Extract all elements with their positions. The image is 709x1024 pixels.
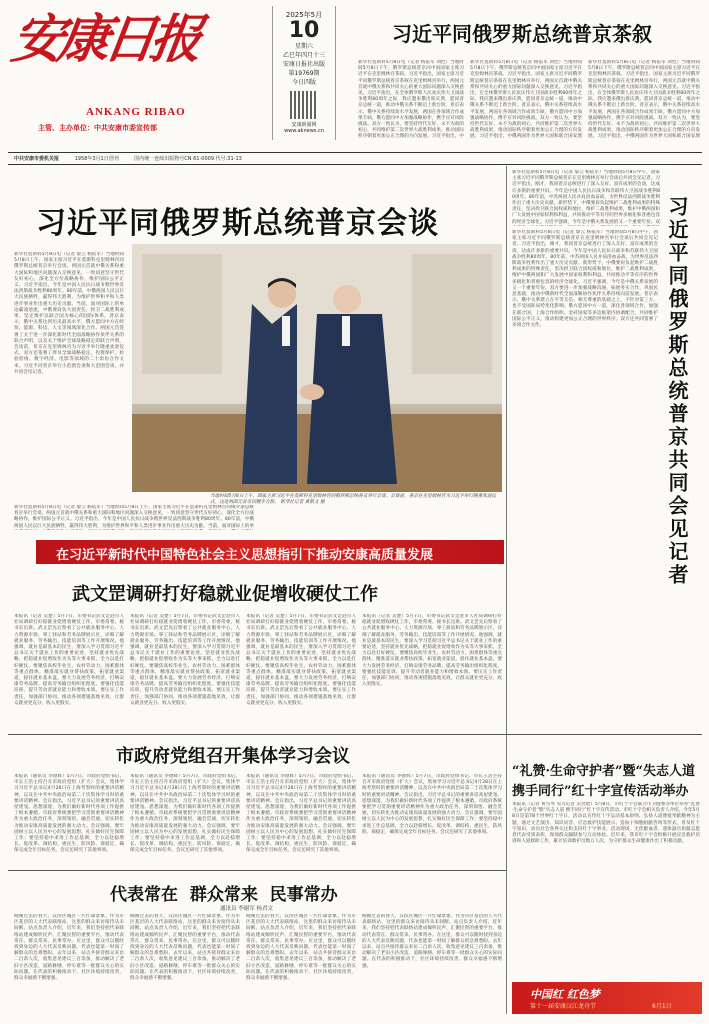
right-bottom-divider: [506, 736, 507, 1014]
date-year-month: 2025年5月: [285, 11, 323, 19]
blood-col: 本报讯（记者 黄雪琴 见习记者 吴翌珺）5月8日，市红十字会联合市卫健委等单位举办“礼赞·生命守护者”暨“失志人道 携手同行”红十字宣传活动。市红十字会相关负责人介绍，今年5月8日是第78个世界红十字日，活动以宣传红十字运动基本原则、弘扬人道博爱奉献精神为主题，通过文艺演出、知识问答、应急救护技能展示、造血干细胞捐献咨询等形式，普及红十字知识，动员社会各界关注和支持红十字事业。活动现场，无偿献血者、遗体器官捐献志愿者代表受到表彰，现场群众踊跃参与互动体验。近年来，我市红十字会积极开展应急救护培训和人道救助工作，累计培训救护员数万人次，为守护群众生命健康作出了积极贡献。: [512, 802, 700, 845]
masthead-footer: [14, 155, 704, 163]
top-story: [344, 6, 708, 140]
masthead: [8, 6, 708, 156]
main-story-col-1: 新华社莫斯科5月8日电（记者 黎云 杨依军）当地时间5月8日上午，国家主席习近平在莫斯科克里姆林宫同俄罗斯总统普京举行会谈。两国元首就中俄关系和重大国际和地区问题深入交换意见，一致同意坚守世代友好初心，深化全方位战略协作，维护国际公平正义。习近平指出，今年是中国人民抗日战争暨世界反法西斯战争胜利80周年。80年前，中俄两国人民以巨大民族牺牲，赢得伟大胜利，为维护世界和平和人类进步事业作出重大历史贡献。当前，面对国际上的单边霸凌逆流，中俄要肩负大国责任，捍卫二战胜利成果，坚定维护以联合国为核心的国际体系。普京表示，俄中关系达到历史最高水平，俄方愿同中方在经贸、能源、科技、人文等领域深化合作。两国元首签署了关于进一步深化新时代全面战略协作伙伴关系的联合声明，以及关于维护全球战略稳定的联合声明。会谈前，普京在克里姆林宫为习近平举行隆重欢迎仪式。双方还签署了涉及全球战略稳定、投资保护、检验检疫、数字经济、电影等领域的二十余份合作文本。习近平同普京举行小范围会谈和大范围会谈，并共同会见记者。: [14, 252, 124, 375]
footer-codes: 国内统一连续出版物号CN 61-0009 代号:31-13: [134, 156, 242, 162]
main-story-col-2: 新华社莫斯科5月8日电（记者 黎云 杨依军）当地时间5月8日上午，国家主席习近平在莫斯科克里姆林宫同俄罗斯总统普京举行会谈。两国元首就中俄关系和重大国际和地区问题深入交换意见，一致同意坚守世代友好初心，深化全方位战略协作，维护国际公平正义。习近平指出，今年是中国人民抗日战争暨世界反法西斯战争胜利80周年。80年前，中俄两国人民以巨大民族牺牲，赢得伟大胜利，为维护世界和平和人类进步事业作出重大历史贡献。当前，面对国际上的单: [14, 505, 254, 529]
ad-sub: 第十一届安康汉江龙舟节: [530, 1003, 597, 1010]
date-lunar: 乙巳年四月十三: [282, 52, 325, 59]
deputies-col-1: 刚刚过去的春天，汉滨区城区一片忙碌景象。作为市区基层的人大代表联络站，这里的群众来访接待从未间断。站点负责人介绍，近年来，我们坚持把代表联络站建成倾听民声、汇聚民智的重要平台，推动代表常在、群众常来、民事常办。在这里，群众可以随时找到身边的人大代表反映问题，代表也能第一时间了解群众的急难愁盼。去年以来，站点共接待群众来访二百余人次，收集意见建议三百余条，推动解决了老旧小区改造、道路修缮、停车难等一批群众关心的实际问题。在代表的积极推动下，社区环境持续改善，群众幸福感不断增强。: [14, 914, 124, 982]
ad-banner[interactable]: [512, 982, 702, 1014]
footer-left: 中共安康市委机关报: [14, 156, 60, 162]
right-headline-text: 习近平同俄罗斯总统普京共同会见记者: [665, 196, 689, 587]
banner: [36, 540, 504, 564]
right-col-divider: [506, 166, 507, 736]
masthead-pinyin: ANKANG RIBAO: [86, 106, 186, 118]
main-headline: 习近平同俄罗斯总统普京会谈: [36, 206, 439, 241]
main-photo: [132, 244, 502, 492]
right-headline: [662, 196, 702, 636]
gov-headline: 市政府党组召开集体学习会议: [116, 746, 350, 767]
date-day: 10: [288, 18, 320, 43]
deputies-byline: 通讯员 李谢军 杨君文: [220, 906, 273, 912]
ad-title: 中国红 红色梦: [530, 988, 600, 1001]
employment-col-1: 本报讯（记者 吴楚）5月7日，市委书记武文罡赴市人社局调研打好稳就业促增收硬仗工作，市委常委、秘书长出席。武文罡先后察看了公共就业服务中心、人力资源市场、零工驿站和劳务品牌展示区，详细了解就业服务、劳务输出、技能培训等工作开展情况。他强调，就业是最基本的民生，要深入学习贯彻习近平总书记关于就业工作的重要论述，坚持就业优先战略，把稳就业促增收作为头等大事来抓，全力以赴打好硬仗。要聚焦高校毕业生、农村劳动力、困难群体等重点群体，精准落实就业帮扶政策，拓宽就业渠道，稳住就业基本盘。要大力发展劳务经济，打响安康劳务品牌，提高劳务输出组织化程度。要强化技能培训，提升劳动者就业能力和增收本领。要压实工作责任，加强部门协同，推动各项措施落地见效，让群众就业更充分、收入更殷实。: [14, 614, 124, 706]
deputies-col-2: 刚刚过去的春天，汉滨区城区一片忙碌景象。作为市区基层的人大代表联络站，这里的群众来访接待从未间断。站点负责人介绍，近年来，我们坚持把代表联络站建成倾听民声、汇聚民智的重要平台，推动代表常在、群众常来、民事常办。在这里，群众可以随时找到身边的人大代表反映问题，代表也能第一时间了解群众的急难愁盼。去年以来，站点共接待群众来访二百余人次，收集意见建议三百余条，推动解决了老旧小区改造、道路修缮、停车难等一批群众关心的实际问题。在代表的积极推动下，社区环境持续改善，群众幸福感不断增强。: [130, 914, 240, 982]
employment-col-2: 本报讯（记者 吴楚）5月7日，市委书记武文罡赴市人社局调研打好稳就业促增收硬仗工作，市委常委、秘书长出席。武文罡先后察看了公共就业服务中心、人力资源市场、零工驿站和劳务品牌展示区，详细了解就业服务、劳务输出、技能培训等工作开展情况。他强调，就业是最基本的民生，要深入学习贯彻习近平总书记关于就业工作的重要论述，坚持就业优先战略，把稳就业促增收作为头等大事来抓，全力以赴打好硬仗。要聚焦高校毕业生、农村劳动力、困难群体等重点群体，精准落实就业帮扶政策，拓宽就业渠道，稳住就业基本盘。要大力发展劳务经济，打响安康劳务品牌，提高劳务输出组织化程度。要强化技能培训，提升劳动者就业能力和增收本领。要压实工作责任，加强部门协同，推动各项措施落地见效，让群众就业更充分、收入更殷实。: [130, 614, 240, 706]
qr-code: [290, 91, 318, 119]
web-url[interactable]: www.aknews.cn: [284, 128, 324, 134]
deputies-col-4: 刚刚过去的春天，汉滨区城区一片忙碌景象。作为市区基层的人大代表联络站，这里的群众来访接待从未间断。站点负责人介绍，近年来，我们坚持把代表联络站建成倾听民声、汇聚民智的重要平台，推动代表常在、群众常来、民事常办。在这里，群众可以随时找到身边的人大代表反映问题，代表也能第一时间了解群众的急难愁盼。去年以来，站点共接待群众来访二百余人次，收集意见建议三百余条，推动解决了老旧小区改造、道路修缮、停车难等一批群众关心的实际问题。在代表的积极推动下，社区环境持续改善，群众幸福感不断增强。: [362, 914, 502, 969]
gov-col-4: 本报讯（通讯员 李德辉）5月7日，市政府党组书记、市长王浩主持召开市政府党组（扩大）会议，集体学习习近平总书记4月28日在上海考察时的重要讲话精神，以及在中共中央政治局第二十次集体学习时的重要讲话精神。会议指出，习近平总书记的重要讲话高屋建瓴、思想深邃，为我们做好新时代各项工作提供了根本遵循。市政府系统要把学习贯彻重要讲话精神作为重大政治任务，深刻领悟、融会贯通，切实转化为推动安康高质量发展的强大动力。会议强调，要牢固树立以人民为中心的发展思想，扎实做好民生保障工作；要坚持稳中求进工作总基调，全力以赴稳增长、促改革、调结构、惠民生、防风险、保稳定，确保完成全年目标任务。会议还研究了其他事项。: [362, 774, 502, 835]
footer-mid: 1958年3月1日创刊: [74, 156, 119, 162]
masthead-rule: [8, 152, 702, 153]
photo-illustration: [132, 244, 502, 492]
masthead-sponsor: 主管、主办单位：中共安康市委宣传部: [38, 124, 157, 132]
deputies-headline: 代表常在 群众常来 民事常办: [110, 885, 338, 905]
employment-col-3: 本报讯（记者 吴楚）5月7日，市委书记武文罡赴市人社局调研打好稳就业促增收硬仗工作，市委常委、秘书长出席。武文罡先后察看了公共就业服务中心、人力资源市场、零工驿站和劳务品牌展示区，详细了解就业服务、劳务输出、技能培训等工作开展情况。他强调，就业是最基本的民生，要深入学习贯彻习近平总书记关于就业工作的重要论述，坚持就业优先战略，把稳就业促增收作为头等大事来抓，全力以赴打好硬仗。要聚焦高校毕业生、农村劳动力、困难群体等重点群体，精准落实就业帮扶政策，拓宽就业渠道，稳住就业基本盘。要大力发展劳务经济，打响安康劳务品牌，提高劳务输出组织化程度。要强化技能培训，提升劳动者就业能力和增收本领。要压实工作责任，加强部门协同，推动各项措施落地见效，让群众就业更充分、收入更殷实。: [246, 614, 356, 706]
employment-col-4: 本报讯（记者 吴楚）5月7日，市委书记武文罡赴市人社局调研打好稳就业促增收硬仗工作，市委常委、秘书长出席。武文罡先后察看了公共就业服务中心、人力资源市场、零工驿站和劳务品牌展示区，详细了解就业服务、劳务输出、技能培训等工作开展情况。他强调，就业是最基本的民生，要深入学习贯彻习近平总书记关于就业工作的重要论述，坚持就业优先战略，把稳就业促增收作为头等大事来抓，全力以赴打好硬仗。要聚焦高校毕业生、农村劳动力、困难群体等重点群体，精准落实就业帮扶政策，拓宽就业渠道，稳住就业基本盘。要大力发展劳务经济，打响安康劳务品牌，提高劳务输出组织化程度。要强化技能培训，提升劳动者就业能力和增收本领。要压实工作责任，加强部门协同，推动各项措施落地见效，让群众就业更充分、收入更殷实。: [362, 614, 502, 688]
top-story-col-1: 新华社莫斯科5月8日电（记者 杨依军 刘恺）当地时间5月8日下午，俄罗斯总统普京同中国国家主席习近平在克里姆林宫茶叙。习近平指出，国家主席习近平同俄罗斯总统普京茶叙在克里姆林宫举行，两国元首就中俄关系和共同关心的重大国际问题深入交换意见。习近平指出，在全体俄罗斯人民欢庆伟大卫国战争胜利80周年之际，我应邀来俄出席庆典，愿同普京总统一道，推动中俄关系不断迈上新台阶。普京表示，俄中关系持续高水平发展，两国在各领域合作成果丰硕，俄方愿同中方加强战略协作，携手应对风险挑战。双方一致认为，要坚持世代友好、永不为敌的初心，共同维护第二次世界大战胜利成果，推动国际秩序朝着更加公正合理的方向发展。习近平指出，中: [358, 60, 464, 140]
top-story-col-3: 新华社莫斯科5月8日电（记者 杨依军 刘恺）当地时间5月8日下午，俄罗斯总统普京同中国国家主席习近平在克里姆林宫茶叙。习近平指出，国家主席习近平同俄罗斯总统普京茶叙在克里姆林宫举行，两国元首就中俄关系和共同关心的重大国际问题深入交换意见。习近平指出，在全体俄罗斯人民欢庆伟大卫国战争胜利80周年之际，我应邀来俄出席庆典，愿同普京总统一道，推动中俄关系不断迈上新台阶。普京表示，俄中关系持续高水平发展，两国在各领域合作成果丰硕，俄方愿同中方加强战略协作，携手应对风险挑战。双方一致认为，要坚持世代友好、永不为敌的初心，共同维护第二次世界大战胜利成果，推动国际秩序朝着更加公正合理的方向发展。习近平指出，中俄两国作为世界大国和联合国安理: [588, 60, 700, 140]
section-rule-2: [8, 870, 506, 871]
right-story-text-top: 新华社莫斯科5月8日电（记者 黎云 杨依军）当地时间5月8日中午，国家主席习近平同俄罗斯总统普京在克里姆林宫举行会谈后共同会见记者。习近平指出，刚才，我同普京总统进行了深入友好、富有成果的会谈，达成许多新的重要共识。今年是中国人民抗日战争和苏联伟大卫国战争胜利80周年。80年前，中苏两国人民并肩浴血奋战，为世界反法西斯战争胜利作出了重大历史贡献。新形势下，中俄要肩负起维护二战胜利成果的特殊责任，坚决捍卫联合国权威和地位，维护二战胜利成果，维护中俄两国和广大发展中国家权利和利益，共同推动平等有序的世界多极化和普惠包容的经济全球化。习近平强调，今年是中俄关系发展的又一个重要年份。双: [512, 170, 660, 225]
deputies-col-3: 刚刚过去的春天，汉滨区城区一片忙碌景象。作为市区基层的人大代表联络站，这里的群众来访接待从未间断。站点负责人介绍，近年来，我们坚持把代表联络站建成倾听民声、汇聚民智的重要平台，推动代表常在、群众常来、民事常办。在这里，群众可以随时找到身边的人大代表反映问题，代表也能第一时间了解群众的急难愁盼。去年以来，站点共接待群众来访二百余人次，收集意见建议三百余条，推动解决了老旧小区改造、道路修缮、停车难等一批群众关心的实际问题。在代表的积极推动下，社区环境持续改善，群众幸福感不断增强。: [246, 914, 356, 982]
ad-date: 6月1日: [652, 1003, 672, 1010]
gov-col-3: 本报讯（通讯员 李德辉）5月7日，市政府党组书记、市长王浩主持召开市政府党组（扩大）会议，集体学习习近平总书记4月28日在上海考察时的重要讲话精神，以及在中共中央政治局第二十次集体学习时的重要讲话精神。会议指出，习近平总书记的重要讲话高屋建瓴、思想深邃，为我们做好新时代各项工作提供了根本遵循。市政府系统要把学习贯彻重要讲话精神作为重大政治任务，深刻领悟、融会贯通，切实转化为推动安康高质量发展的强大动力。会议强调，要牢固树立以人民为中心的发展思想，扎实做好民生保障工作；要坚持稳中求进工作总基调，全力以赴稳增长、促改革、调结构、惠民生、防风险、保稳定，确保完成全年目标任务。会议还研究了其他事项。: [246, 774, 356, 854]
banner-text: 在习近平新时代中国特色社会主义思想指引下推动安康高质量发展: [56, 548, 434, 563]
date-box: [272, 6, 336, 140]
masthead-rule-2: [8, 164, 702, 165]
issue-number: 第19769期: [288, 70, 320, 77]
page-count: 今日四版: [291, 79, 316, 86]
blood-headline-1: “礼赞·生命守护者”暨“失志人道: [512, 764, 695, 779]
right-story-col: 新华社莫斯科5月8日电（记者 黎云 杨依军）当地时间5月8日中午，国家主席习近平同俄罗斯总统普京在克里姆林宫举行会谈后共同会见记者。习近平指出，刚才，我同普京总统进行了深入友好、富有成果的会谈，达成许多新的重要共识。今年是中国人民抗日战争和苏联伟大卫国战争胜利80周年。80年前，中苏两国人民并肩浴血奋战，为世界反法西斯战争胜利作出了重大历史贡献。新形势下，中俄要肩负起维护二战胜利成果的特殊责任，坚决捍卫联合国权威和地位，维护二战胜利成果，维护中俄两国和广大发展中国家权利和利益，共同推动平等有序的世界多极化和普惠包容的经济全球化。习近平强调，今年是中俄关系发展的又一个重要年份。双方要进一步加强战略沟通，拓展务实合作，巩固民意基础，推动中俄新时代全面战略协作伙伴关系持续向前发展。普京表示，俄中关系建立在平等互信、相互尊重的基础之上，不针对第三方，也不受国际局势变化影响。俄方愿同中方一道，深化各领域合作，加强在联合国、上海合作组织、金砖国家等多边框架内协调配合，共同维护国际公平正义，推动构建更加公正合理的世界秩序。双方还共同签署了多项合作文件。: [512, 230, 658, 329]
top-story-col-2: 新华社莫斯科5月8日电（记者 杨依军 刘恺）当地时间5月8日下午，俄罗斯总统普京同中国国家主席习近平在克里姆林宫茶叙。习近平指出，国家主席习近平同俄罗斯总统普京茶叙在克里姆林宫举行，两国元首就中俄关系和共同关心的重大国际问题深入交换意见。习近平指出，在全体俄罗斯人民欢庆伟大卫国战争胜利80周年之际，我应邀来俄出席庆典，愿同普京总统一道，推动中俄关系不断迈上新台阶。普京表示，俄中关系持续高水平发展，两国在各领域合作成果丰硕，俄方愿同中方加强战略协作，携手应对风险挑战。双方一致认为，要坚持世代友好、永不为敌的初心，共同维护第二次世界大战胜利成果，推动国际秩序朝着更加公正合理的方向发展。习近平指出，中俄两国作为世界大国和联合国安理: [470, 60, 582, 140]
masthead-title: 安康日报: [7, 9, 201, 70]
employment-headline: 武文罡调研打好稳就业促增收硬仗工作: [72, 584, 378, 605]
top-story-headline: 习近平同俄罗斯总统普京茶叙: [392, 22, 652, 46]
section-rule-1: [8, 734, 702, 735]
web-label: 安康新闻网: [291, 122, 317, 128]
date-weekday: 星期六: [294, 43, 313, 50]
photo-caption: 当地时间5月8日上午，国家主席习近平在莫斯科克里姆林宫同俄罗斯总统普京举行会谈。会谈前，普京在克里姆林宫为习近平举行隆重欢迎仪式。这是两国元首亲切握手合影。 新华社记者 黄敬文 摄: [210, 494, 497, 505]
publisher: 安康日报社出版: [282, 61, 325, 68]
gov-col-1: 本报讯（通讯员 李德辉）5月7日，市政府党组书记、市长王浩主持召开市政府党组（扩大）会议，集体学习习近平总书记4月28日在上海考察时的重要讲话精神，以及在中共中央政治局第二十次集体学习时的重要讲话精神。会议指出，习近平总书记的重要讲话高屋建瓴、思想深邃，为我们做好新时代各项工作提供了根本遵循。市政府系统要把学习贯彻重要讲话精神作为重大政治任务，深刻领悟、融会贯通，切实转化为推动安康高质量发展的强大动力。会议强调，要牢固树立以人民为中心的发展思想，扎实做好民生保障工作；要坚持稳中求进工作总基调，全力以赴稳增长、促改革、调结构、惠民生、防风险、保稳定，确保完成全年目标任务。会议还研究了其他事项。: [14, 774, 124, 854]
gov-col-2: 本报讯（通讯员 李德辉）5月7日，市政府党组书记、市长王浩主持召开市政府党组（扩大）会议，集体学习习近平总书记4月28日在上海考察时的重要讲话精神，以及在中共中央政治局第二十次集体学习时的重要讲话精神。会议指出，习近平总书记的重要讲话高屋建瓴、思想深邃，为我们做好新时代各项工作提供了根本遵循。市政府系统要把学习贯彻重要讲话精神作为重大政治任务，深刻领悟、融会贯通，切实转化为推动安康高质量发展的强大动力。会议强调，要牢固树立以人民为中心的发展思想，扎实做好民生保障工作；要坚持稳中求进工作总基调，全力以赴稳增长、促改革、调结构、惠民生、防风险、保稳定，确保完成全年目标任务。会议还研究了其他事项。: [130, 774, 240, 854]
blood-headline-2: 携手同行”红十字宣传活动举办: [512, 784, 689, 799]
